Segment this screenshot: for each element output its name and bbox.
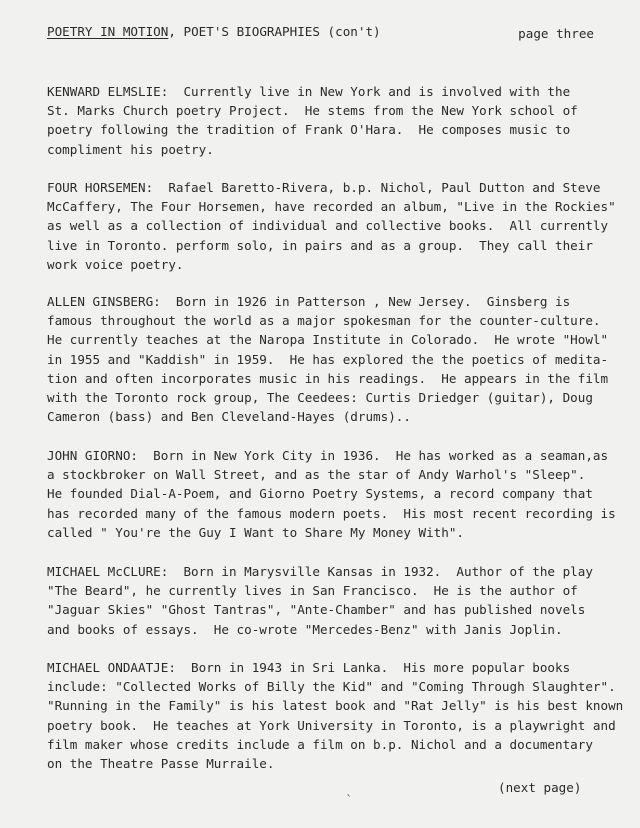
bio-entry-ginsberg [47,292,637,426]
bio-line: and books of essays. He co-wrote "Mercedes-Benz" with Janis Joplin. [47,621,563,637]
bio-line: "Running in the Family" is his latest book and "Rat Jelly" is his best known [47,698,624,714]
bio-line: has recorded many of the famous modern poets. His most recent recording is [47,505,616,521]
bio-line: a stockbroker on Wall Street, and as the star of Andy Warhol's "Sleep". [47,467,586,483]
bio-line: with the Toronto rock group, The Ceedees: Curtis Driedger (guitar), Doug [47,389,593,405]
bio-entry-giorno [47,446,637,542]
page-header [47,24,594,44]
bio-entry-ondaatje [47,658,637,773]
bio-line: He founded Dial-A-Poem, and Giorno Poetry Systems, a record company that [47,486,593,502]
bio-line: tion and often incorporates music in his readings. He appears in the film [47,370,609,386]
bio-line: work voice poetry. [47,256,184,272]
bio-line: KENWARD ELMSLIE: Currently live in New York and is involved with the [47,84,571,99]
title-rest: , POET'S BIOGRAPHIES (con't) [168,24,381,39]
bio-line: ALLEN GINSBERG: Born in 1926 in Patterson , New Jersey. Ginsberg is [47,294,571,309]
bio-entry-elmslie [47,82,637,159]
bio-line: JOHN GIORNO: Born in New York City in 1936. He has worked as a seaman,as [47,448,609,463]
bio-line: called " You're the Guy I Want to Share My Money With". [47,524,465,540]
bio-line: MICHAEL McCLURE: Born in Marysville Kansas in 1932. Author of the play [47,564,593,579]
bio-line: St. Marks Church poetry Project. He stems from the New York school of [47,103,578,119]
next-page-note: (next page) [498,780,582,795]
bio-line: compliment his poetry. [47,141,214,157]
bio-line: McCaffery, The Four Horsemen, have recorded an album, "Live in the Rockies" [47,199,616,215]
bio-line: "The Beard", he currently lives in San Francisco. He is the author of [47,583,578,599]
page-number-label: page three [518,26,594,41]
bio-entry-four-horsemen [47,178,637,274]
bio-line: on the Theatre Passe Murraile. [47,755,275,771]
bio-line: in 1955 and "Kaddish" in 1959. He has explored the the poetics of medita- [47,351,609,367]
bio-line: famous throughout the world as a major spokesman for the counter-culture. [47,313,601,329]
bio-line: poetry book. He teaches at York University in Toronto, is a playwright and [47,717,616,733]
bio-line: film maker whose credits include a film on b.p. Nichol and a documentary [47,736,593,752]
bio-line: Cameron (bass) and Ben Cleveland-Hayes (drums).. [47,409,411,425]
bio-line: FOUR HORSEMEN: Rafael Baretto-Rivera, b.p. Nichol, Paul Dutton and Steve [47,180,601,195]
bio-line: as well as a collection of individual and collective books. All currently [47,218,609,234]
bio-line: "Jaguar Skies" "Ghost Tantras", "Ante-Chamber" and has published novels [47,602,586,618]
page-title [47,24,381,39]
bio-line: poetry following the tradition of Frank O'Hara. He composes music to [47,122,571,138]
bio-entry-mcclure [47,562,637,639]
bio-line: include: "Collected Works of Billy the Kid" and "Coming Through Slaughter". [47,679,616,695]
bio-line: MICHAEL ONDAATJE: Born in 1943 in Sri Lanka. His more popular books [47,660,571,675]
bio-line: live in Toronto. perform solo, in pairs and as a group. They call their [47,237,593,253]
stray-mark: ˎ [345,782,353,796]
bio-line: He currently teaches at the Naropa Institute in Colorado. He wrote "Howl" [47,332,609,348]
title-underlined: POETRY IN MOTION [47,24,169,39]
